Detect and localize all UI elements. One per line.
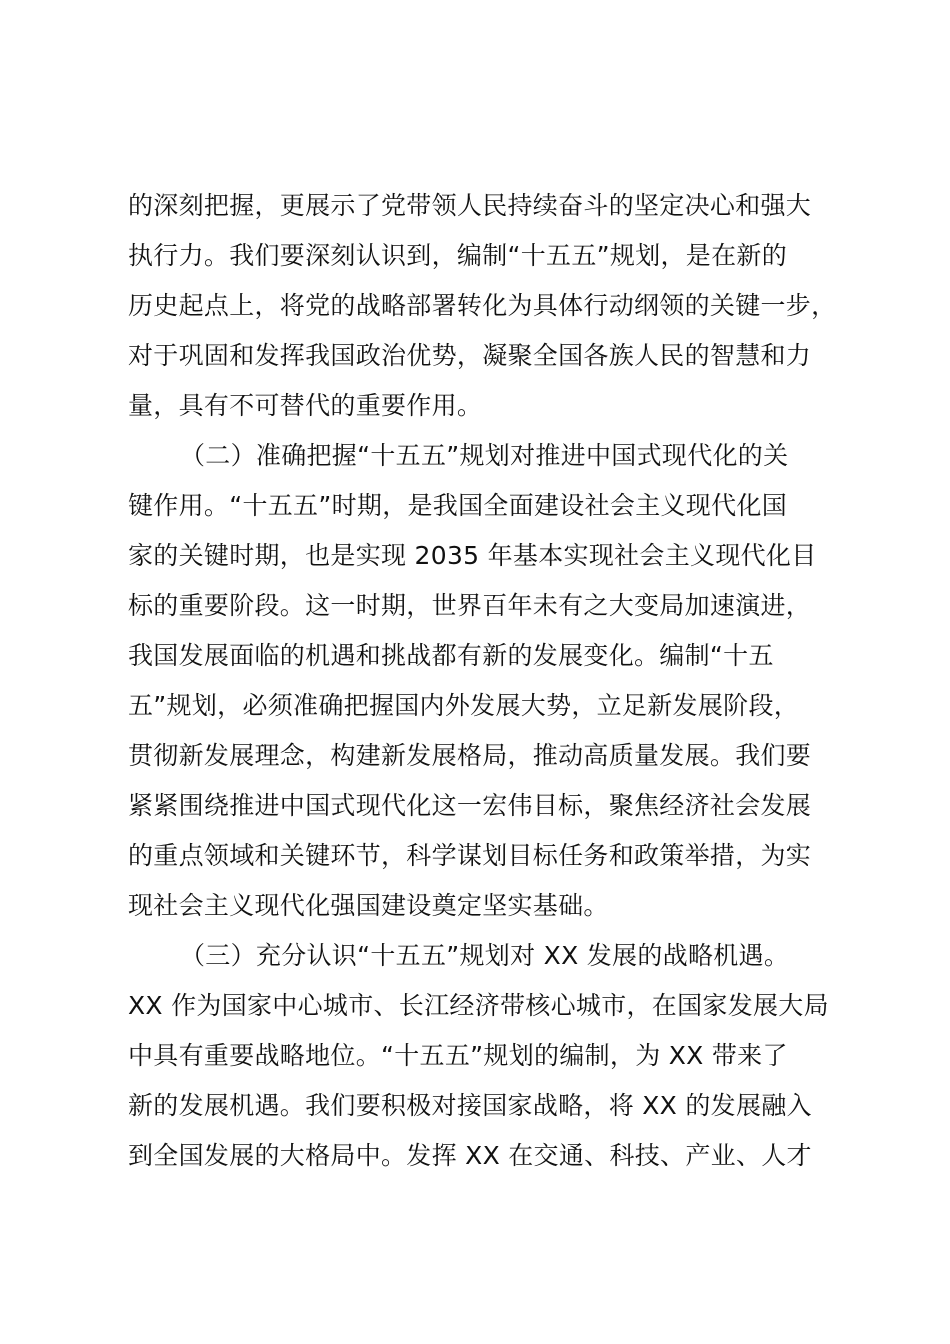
text-line: 现社会主义现代化强国建设奠定坚实基础。	[128, 891, 609, 920]
text-line: 标的重要阶段。这一时期，世界百年未有之大变局加速演进，	[128, 591, 812, 620]
text-line: 贯彻新发展理念，构建新发展格局，推动高质量发展。我们要	[128, 741, 812, 770]
text-line: 执行力。我们要深刻认识到，编制“十五五”规划，是在新的	[128, 241, 788, 270]
text-line: 的深刻把握，更展示了党带领人民持续奋斗的坚定决心和强大	[128, 191, 812, 220]
text-line: 新的发展机遇。我们要积极对接国家战略，将 XX 的发展融入	[128, 1091, 812, 1120]
document-body	[128, 181, 840, 1181]
paragraph-section-3	[128, 931, 840, 1181]
text-line: 紧紧围绕推进中国式现代化这一宏伟目标，聚焦经济社会发展	[128, 791, 812, 820]
paragraph-section-2	[128, 431, 840, 931]
text-line: 历史起点上，将党的战略部署转化为具体行动纲领的关键一步，	[128, 291, 837, 320]
section-heading-line: （三）充分认识“十五五”规划对 XX 发展的战略机遇。	[180, 941, 790, 970]
text-line: 量，具有不可替代的重要作用。	[128, 391, 483, 420]
paragraph-continuation	[128, 181, 840, 431]
section-heading-line: （二）准确把握“十五五”规划对推进中国式现代化的关	[180, 441, 789, 470]
text-line: 五”规划，必须准确把握国内外发展大势，立足新发展阶段，	[128, 691, 800, 720]
text-line: 到全国发展的大格局中。发挥 XX 在交通、科技、产业、人才	[128, 1141, 812, 1170]
text-line: 中具有重要战略地位。“十五五”规划的编制，为 XX 带来了	[128, 1041, 788, 1070]
text-line: 家的关键时期，也是实现 2035 年基本实现社会主义现代化目	[128, 541, 817, 570]
text-line: 对于巩固和发挥我国政治优势，凝聚全国各族人民的智慧和力	[128, 341, 812, 370]
text-line: 我国发展面临的机遇和挑战都有新的发展变化。编制“十五	[128, 641, 774, 670]
text-line: XX 作为国家中心城市、长江经济带核心城市，在国家发展大局	[128, 991, 829, 1020]
text-line: 键作用。“十五五”时期，是我国全面建设社会主义现代化国	[128, 491, 788, 520]
text-line: 的重点领域和关键环节，科学谋划目标任务和政策举措，为实	[128, 841, 812, 870]
